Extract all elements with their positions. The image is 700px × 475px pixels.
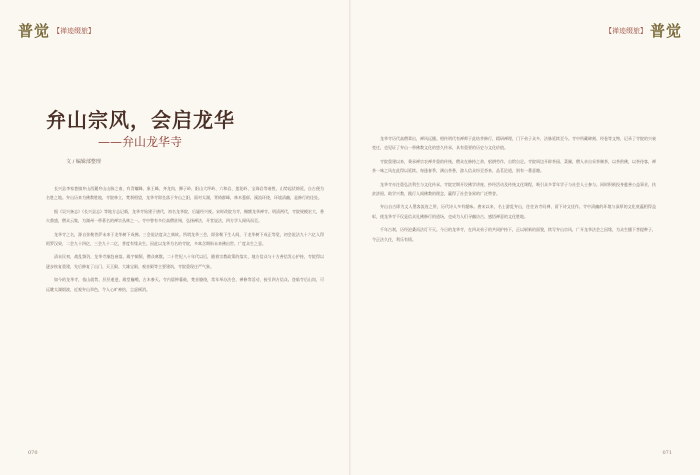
- body-text-left: [46, 184, 324, 298]
- paragraph: 寺院重建以来，秉承禅宗农禅并重的传统，僧众在修持之余，躬耕劳作，自给自足。寺院周边开辟茶园、菜圃，僧人亲自采茶制茶，以茶供佛，以茶待客，禅茶一味之风在此得以延续。每逢春季，满山茶香，游人信众纷至沓来，品茗论道，别有一番意趣。: [372, 158, 656, 174]
- paragraph: 清末民初，战乱频仍，龙华寺渐趋衰落，殿宇倾颓，僧众离散。二十世纪八十年代以后，随着宗教政策的落实，地方信众与十方善信发心护持，寺院得以逐步恢复重建，先后修复了山门、天王殿、大雄宝殿、观音殿等主要建筑，寺院重现庄严气象。: [46, 254, 324, 269]
- paragraph: 弁山自古即为文人墨客流连之所，历代诗人多有题咏。唐宋以来，名士游览弁山，往往访寺问禅，留下诗文佳作。寺中清幽的环境与深厚的文化底蕴相得益彰，使龙华寺不仅是信众礼佛修行的道场，也成为人们寻幽访古、感悟禅意的文化胜地。: [372, 204, 656, 219]
- column-name: 【禅迹缀旅】: [604, 26, 647, 35]
- magazine-logo: 普觉: [18, 22, 51, 40]
- paragraph: 据《吴兴备志》《长兴县志》等地方志记载，龙华寺始建于唐代，初名龙华院，后屡经兴废。宋时改院为寺，赐额龙华禅寺。明清两代，寺院规模宏大，香火鼎盛，僧众云集，为湖州一带著名的禅宗丛林之一。寺中曾有多位高僧驻锡，弘扬禅法，开堂说法，四方学人闻风而至。: [46, 208, 324, 224]
- article-byline: 文 / 编辑部整理: [66, 159, 101, 165]
- paragraph: 长兴县李家巷镇弁山西麓弁山山脉之南，有青螺峰、象王峰、齐龙岗、狮子岭、阳山大坪岭、六和岩、莲花岭、宝珠岩等诸胜，山势起伏绵延，自古便为名胜之地。弁山历来为佛教胜地，寺院林立，梵刹相望，龙华寺即坐落于弁山之阳，面对太湖，背倚群峰，林木葱郁，溪流环绕，环境清幽，是修行的佳处。: [46, 186, 324, 201]
- article-subtitle: ——弁山龙华寺: [98, 135, 183, 149]
- paragraph: 龙华寺亦注重弘法利生与文化传承。寺院定期开设佛学讲座、抄经活动及传统文化课程，吸引众多青年学子与社会人士参与。同时积极投身慈善公益事业，扶贫济困，助学兴教，践行人间佛教的理念，赢得了社会各界的广泛赞誉。: [372, 181, 656, 197]
- page-number-left: 070: [28, 450, 38, 456]
- paragraph: 龙华寺之名，源自弥勒菩萨未来于龙华树下成佛、三会说法度众之典故。所谓龙华三会，即弥勒下生人间，于龙华树下成正等觉，初会说法九十六亿人得阿罗汉果，二会九十四亿，三会九十二亿，普度有缘众生。因此以龙华为名的寺院，多寓含期盼未来佛出世、广度众生之意。: [46, 231, 324, 247]
- running-header-left: [18, 20, 95, 41]
- paragraph: 龙华寺历代高僧辈出，禅风远播。相传明代有禅师于此结茅修行，精研禅理，门下弟子众多，法脉延续至今。寺中所藏碑刻、经卷等文物，记录了寺院的兴衰变迁，也见证了弁山一带佛教文化的悠久传承，具有重要的历史与文化价值。: [372, 136, 656, 151]
- running-header-right: [605, 20, 682, 41]
- body-text-right: [372, 134, 656, 248]
- right-page: [350, 0, 700, 475]
- page-number-right: 071: [662, 450, 672, 456]
- paragraph: 如今的龙华寺，依山就势，层层递进，殿堂巍峨，古木参天。寺内晨钟暮鼓，梵音缭绕，常年举办法会、禅修等活动，接引四方信众。登临寺后山岗，可远眺太湖烟波，近观弁山翠色，令人心旷神怡，尘虑顿消。: [46, 277, 324, 292]
- magazine-logo: 普觉: [649, 22, 682, 40]
- article-title: 弁山宗风，会启龙华: [46, 108, 235, 132]
- paragraph: 千年古刹，历经沧桑而法灯不灭。今日的龙华寺，在四众弟子的共同护持下，正以崭新的面貌，续写弁山宗风，广开龙华法会之因缘，为众生播下菩提种子，令正法久住，利乐有情。: [372, 227, 656, 242]
- column-name: 【禅迹缀旅】: [53, 26, 96, 35]
